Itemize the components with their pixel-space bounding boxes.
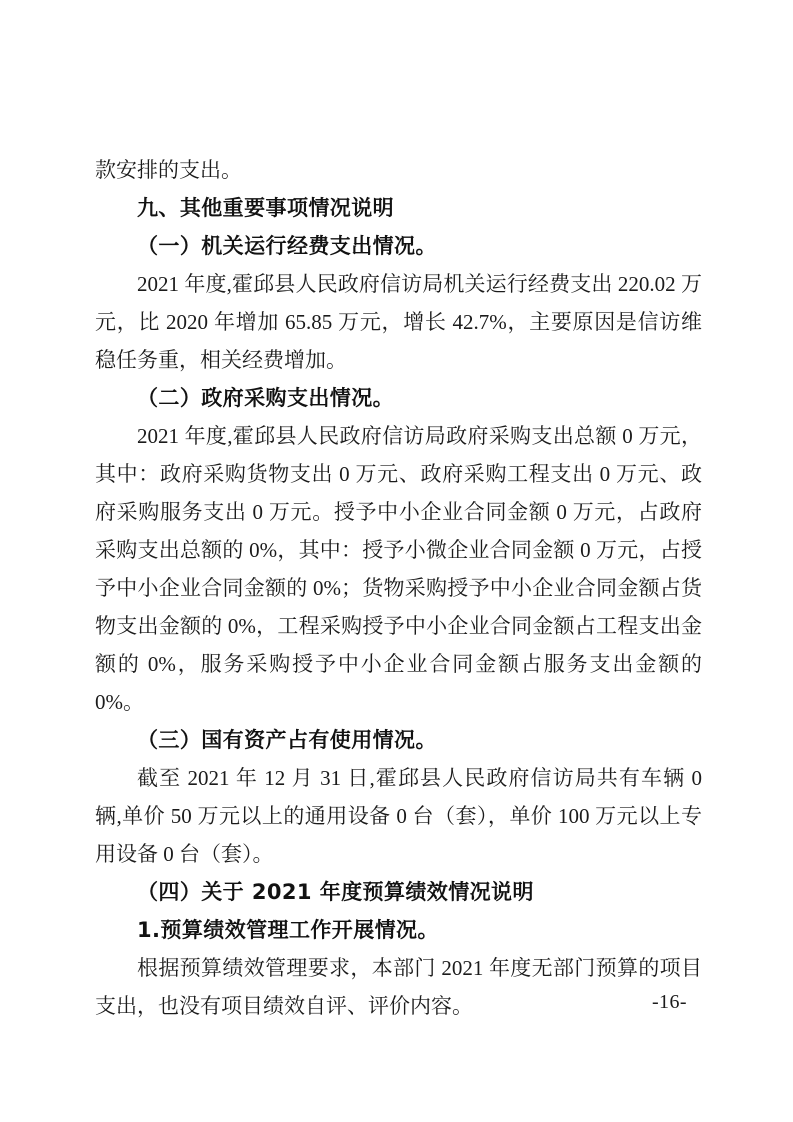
heading-agency-operating-expenses: （一）机关运行经费支出情况。 (137, 234, 437, 258)
para-government-procurement: 2021 年度,霍邱县人民政府信访局政府采购支出总额 0 万元，其中：政府采购货物支出 0 万元、政府采购工程支出 0 万元、政府采购服务支出 0 万元。授予中小企业合同金额 0 万元，占政府采购支出总额的 0%，其中：授予小微企业合同金额 0 万元，占授予中小企业合同金额的 0%；货物采购授予中小企业合同金额占货物支出金额的 0%，工程采购授予中小企业合同金额占工程支出金额的 0%，服务采购授予中小企业合同金额占服务支出金额的 0%。 (95, 424, 702, 714)
paragraph-continuation-from-previous-page: 款安排的支出。 (95, 158, 242, 182)
para-performance-management-work: 根据预算绩效管理要求，本部门 2021 年度无部门预算的项目支出，也没有项目绩效自评、评价内容。 (95, 956, 702, 1018)
heading-performance-management-work: 1.预算绩效管理工作开展情况。 (137, 918, 439, 942)
heading-budget-performance-2021: （四）关于 2021 年度预算绩效情况说明 (137, 880, 534, 904)
para-state-owned-assets: 截至 2021 年 12 月 31 日,霍邱县人民政府信访局共有车辆 0 辆,单价 50 万元以上的通用设备 0 台（套），单价 100 万元以上专用设备 0 台（套）。 (95, 766, 702, 866)
document-body (95, 151, 702, 1025)
heading-other-important-matters: 九、其他重要事项情况说明 (137, 196, 395, 220)
heading-state-owned-assets: （三）国有资产占有使用情况。 (137, 728, 437, 752)
heading-government-procurement: （二）政府采购支出情况。 (137, 386, 395, 410)
page-number: -16- (652, 991, 687, 1013)
para-agency-operating-expenses: 2021 年度,霍邱县人民政府信访局机关运行经费支出 220.02 万元，比 2020 年增加 65.85 万元，增长 42.7%，主要原因是信访维稳任务重，相关经费增加。 (95, 272, 702, 372)
